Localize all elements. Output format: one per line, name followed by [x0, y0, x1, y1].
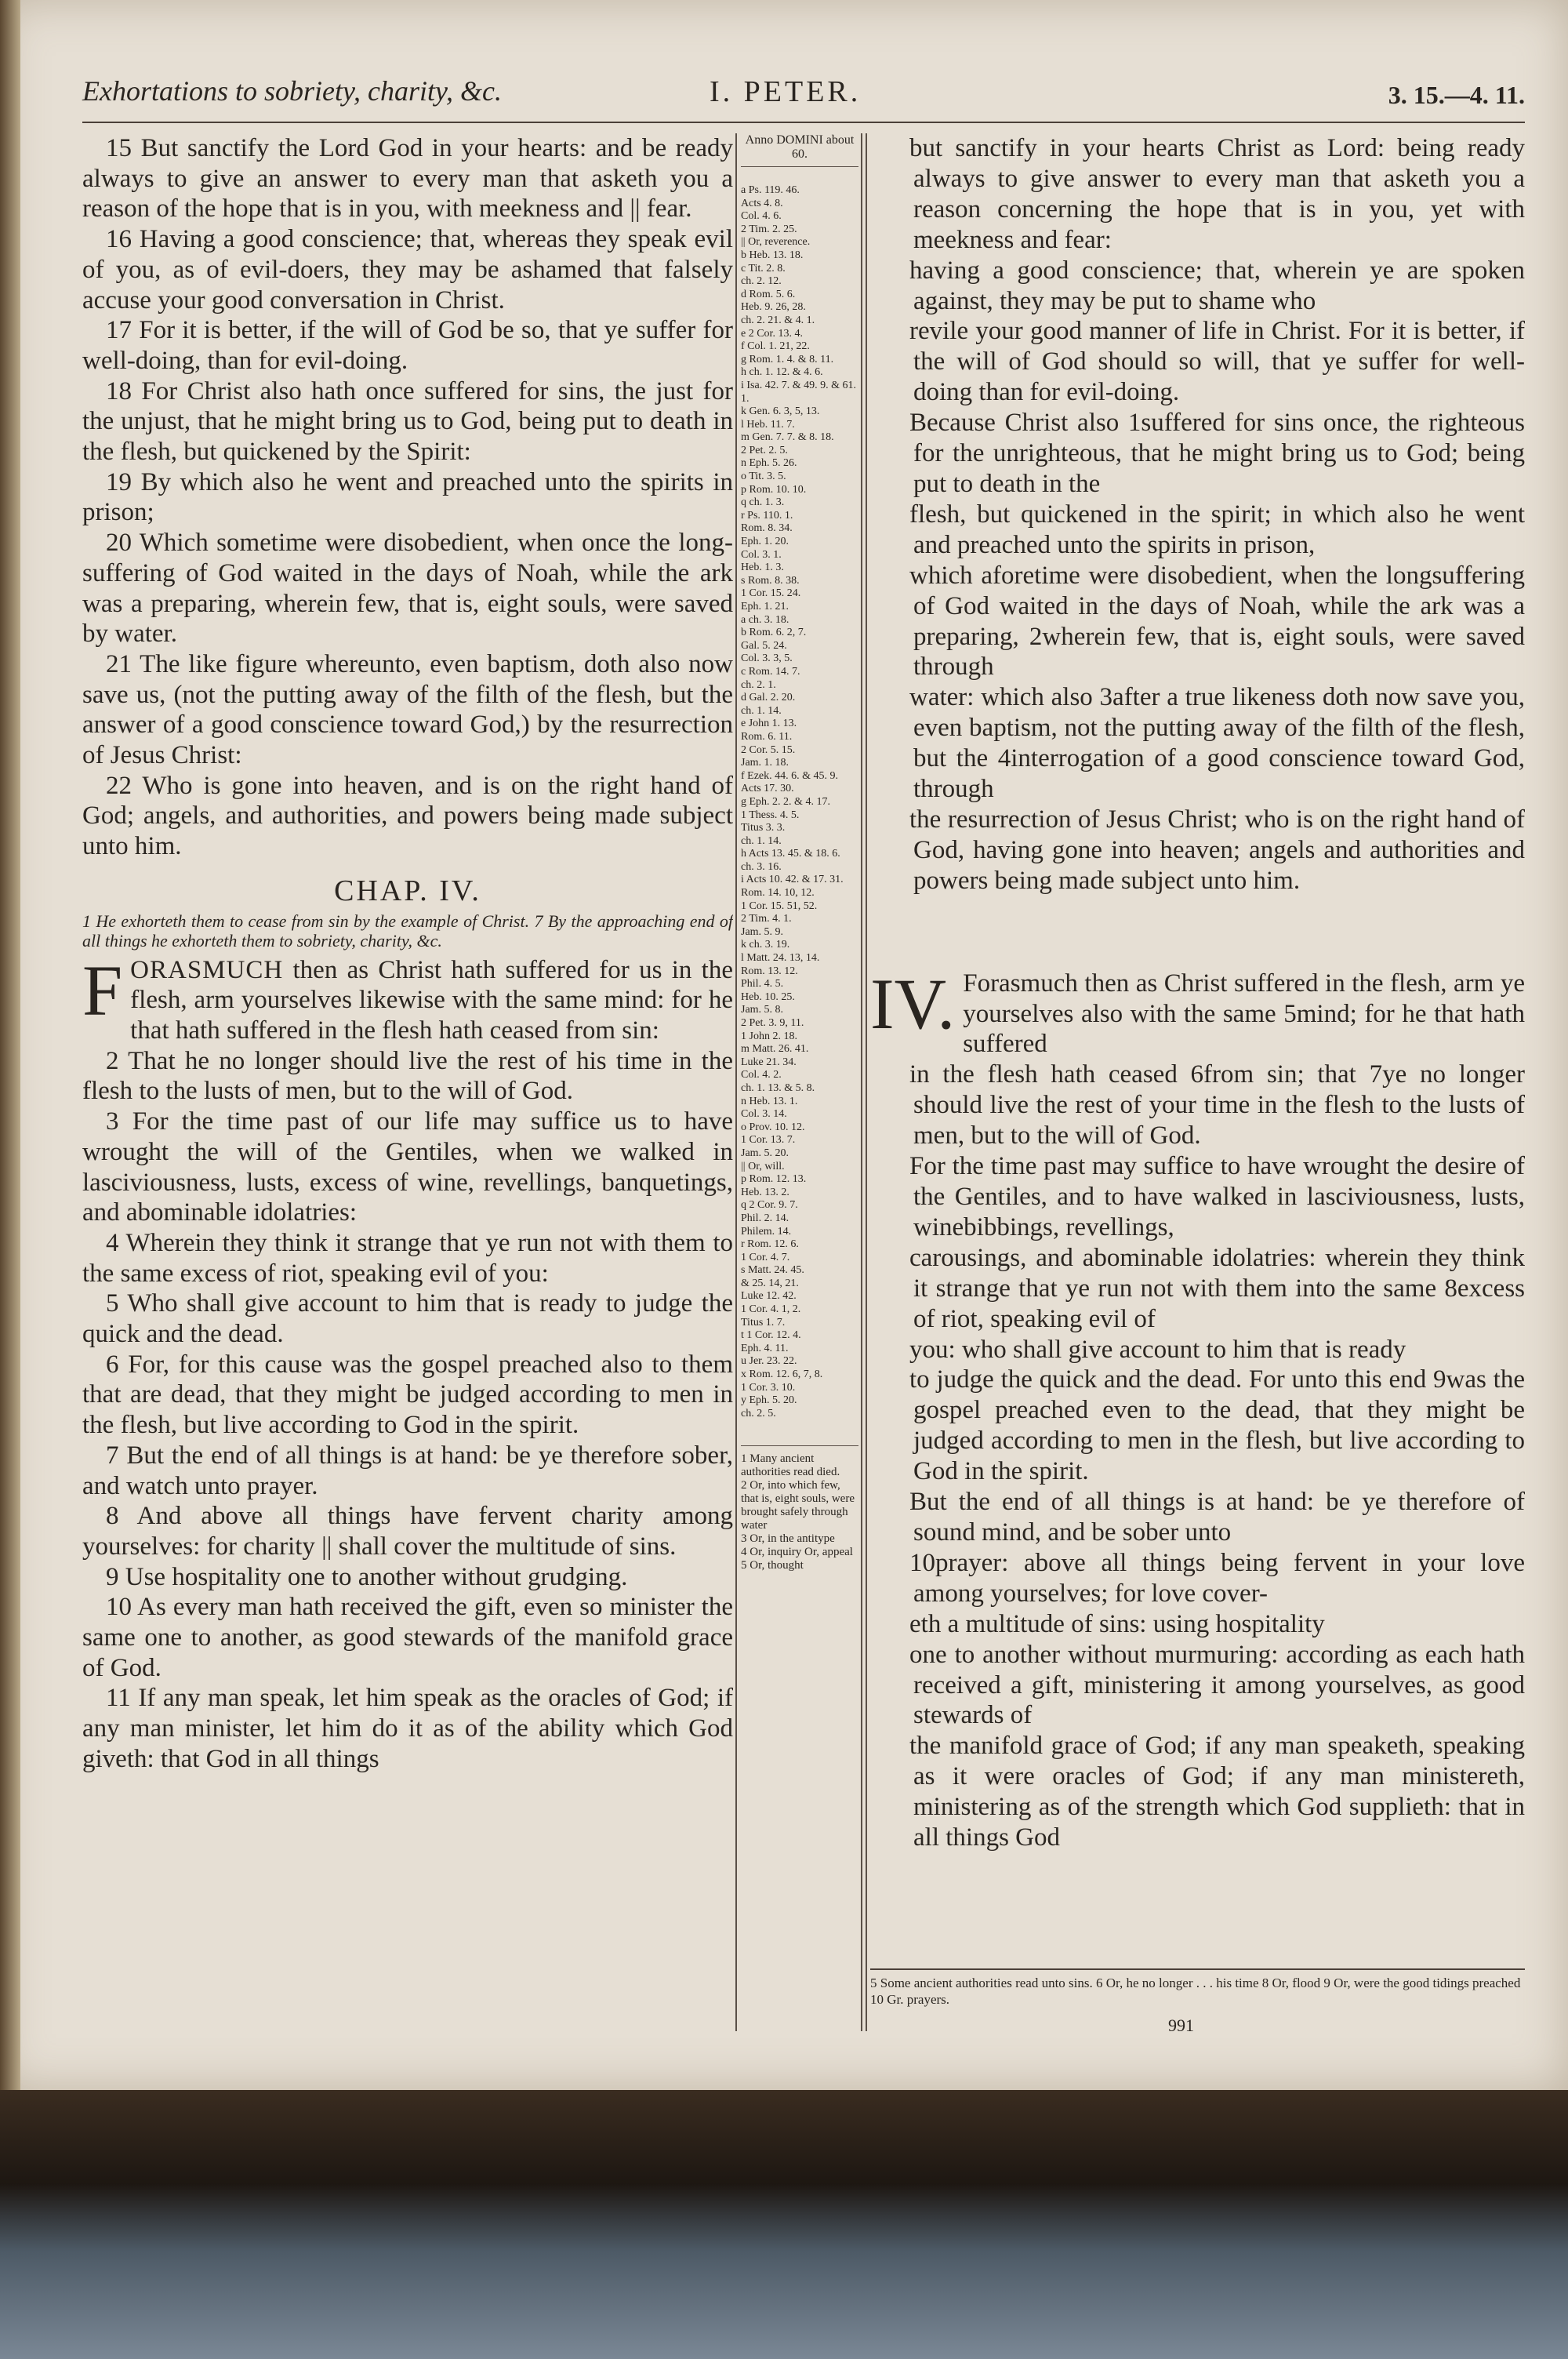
cross-reference: 2 Pet. 3. 9, 11. [741, 1017, 804, 1029]
rv-margin-note: 5 Or, thought [741, 1559, 804, 1572]
verse-number [870, 1243, 909, 1274]
rv-verse [870, 133, 1525, 256]
verse-text: For the time past may suffice to have wrought the desire of the Gentiles, and to have walked in lasciviousness, lusts, winebibbings, revellings, [909, 1152, 1525, 1241]
kjv-verse: 8 And above all things have fervent charity among yourselves: for charity || shall cover the multitude of sins. [82, 1502, 733, 1561]
rv-verse [870, 500, 1525, 561]
verse-number [870, 1060, 909, 1090]
cross-reference: Luke 12. 42. [741, 1290, 797, 1303]
cross-reference: Heb. 13. 2. [741, 1186, 789, 1198]
footnotes: 5 Some ancient authorities read unto sins. 6 Or, he no longer . . . his time 8 Or, flood 9 Or, were the good tidings preached 10 Gr. prayers. [870, 1968, 1525, 2008]
cross-reference: h Acts 13. 45. & 18. 6. [741, 848, 840, 860]
cross-reference: u Jer. 23. 22. [741, 1355, 797, 1368]
kjv-verse: 19 By which also he went and preached unto the spirits in prison; [82, 467, 733, 527]
cross-reference: l Matt. 24. 13, 14. [741, 952, 820, 965]
running-head-title: I. PETER. [710, 75, 862, 108]
cross-reference: 1 Cor. 15. 51, 52. [741, 900, 818, 912]
kjv-verse-1 [82, 950, 733, 1046]
cross-reference: 1 Cor. 4. 1, 2. [741, 1303, 801, 1316]
kjv-chapter-3-verses [82, 133, 733, 862]
cross-reference: n Eph. 5. 26. [741, 457, 797, 470]
rv-verse [870, 561, 1525, 683]
cross-reference: ch. 1. 13. & 5. 8. [741, 1081, 815, 1094]
verse-text: water: which also 3after a true likeness doth now save you, even baptism, not the putting away of the filth of the flesh, but the 4interrogation of a good conscience toward God, through [909, 683, 1525, 804]
cross-reference: c Rom. 14. 7. [741, 665, 800, 678]
cross-reference: s Matt. 24. 45. [741, 1264, 804, 1277]
kjv-verse: 6 For, for this cause was the gospel preached also to them that are dead, that they might be judged according to men in the flesh, but live according to God in the spirit. [82, 1350, 733, 1440]
cross-reference: Phil. 2. 14. [741, 1212, 789, 1224]
cross-reference: d Gal. 2. 20. [741, 692, 796, 704]
rv-verse [870, 1487, 1525, 1548]
cross-reference: a ch. 3. 18. [741, 613, 789, 626]
cross-reference: p Rom. 10. 10. [741, 483, 807, 496]
cross-reference: c Tit. 2. 8. [741, 262, 786, 274]
cross-reference: Rom. 14. 10, 12. [741, 887, 815, 900]
kjv-verse: 15 But sanctify the Lord God in your hearts: and be ready always to give an answer to every man that asketh you a reason of the hope that is in you, with meekness and || fear. [82, 134, 733, 224]
rv-verse [870, 1548, 1525, 1609]
cross-reference: d Rom. 5. 6. [741, 288, 796, 300]
kjv-chapter-4-verses [82, 1046, 733, 1775]
cross-reference: l Heb. 11. 7. [741, 418, 795, 431]
verse-number [870, 1609, 909, 1640]
rv-verse [870, 256, 1525, 317]
verse-text: flesh, but quickened in the spirit; in which also he went and preached unto the spirits in prison, [909, 500, 1525, 559]
cross-reference: ch. 2. 5. [741, 1407, 776, 1419]
header-rule [82, 122, 1525, 123]
rv-verse [870, 316, 1525, 408]
rv-margin-note: 2 Or, into which few, that is, eight souls, were brought safely through water [741, 1479, 855, 1532]
cross-reference: b Heb. 13. 18. [741, 249, 804, 261]
cross-reference: || Or, reverence. [741, 236, 811, 249]
cross-reference: k ch. 3. 19. [741, 939, 790, 951]
cross-reference: ch. 1. 14. [741, 704, 782, 717]
verse-number [870, 1731, 909, 1761]
verse-number [870, 1151, 909, 1182]
cross-reference: a Ps. 119. 46. [741, 184, 800, 196]
cross-reference: Rom. 8. 34. [741, 522, 793, 535]
verse-text: which aforetime were disobedient, when the longsuffering of God waited in the days of Noah, while the ark was a preparing, 2wherein few, that is, eight souls, were saved through [909, 561, 1525, 682]
rv-verse [870, 1640, 1525, 1732]
cross-reference: 1 Cor. 4. 7. [741, 1251, 790, 1263]
verse-text: revile your good manner of life in Christ. For it is better, if the will of God should so will, that ye suffer for well-doing than for evil-doing. [909, 317, 1525, 407]
verse-text: to judge the quick and the dead. For unto this end 9was the gospel preached even to the dead, that they might be judged according to men in the flesh, but live according to God in the spirit. [909, 1365, 1525, 1486]
kjv-verse: 4 Wherein they think it strange that ye run not with them to the same excess of riot, speaking evil of you: [82, 1228, 733, 1288]
kjv-chapter-heading: CHAP. IV. [334, 874, 481, 907]
kjv-verse-1-text: then as Christ hath suffered for us in the flesh, arm yourselves likewise with the same mind: for he that hath suffered in the flesh hath ceased from sin: [130, 955, 733, 1045]
cross-reference: t 1 Cor. 12. 4. [741, 1329, 801, 1342]
verse-number [870, 133, 909, 164]
cross-reference: ch. 2. 1. [741, 678, 776, 691]
rv-column [870, 133, 1525, 1961]
cross-reference: e John 1. 13. [741, 718, 797, 730]
cross-reference: Phil. 4. 5. [741, 978, 784, 990]
cross-reference: 1 Cor. 13. 7. [741, 1134, 796, 1147]
kjv-verse: 21 The like figure whereunto, even baptism, doth also now save us, (not the putting away of the filth of the flesh, but the answer of a good conscience toward God,) by the resurrection of Jesus Christ: [82, 649, 733, 770]
cross-reference: Titus 3. 3. [741, 822, 786, 834]
cross-reference: Luke 21. 34. [741, 1056, 797, 1068]
rv-verse [870, 682, 1525, 805]
cross-reference: Heb. 9. 26, 28. [741, 301, 806, 314]
kjv-verse: 2 That he no longer should live the rest of his time in the flesh to the lusts of men, but to the will of God. [82, 1046, 733, 1106]
kjv-verse: 17 For it is better, if the will of God be so, that ye suffer for well-doing, than for evil-doing. [82, 316, 733, 375]
cross-reference: k Gen. 6. 3, 5, 13. [741, 405, 820, 418]
cross-reference: & 25. 14, 21. [741, 1277, 799, 1289]
cross-reference: Eph. 4. 11. [741, 1342, 789, 1354]
kjv-verse: 22 Who is gone into heaven, and is on the right hand of God; angels, and authorities, and powers being made subject unto him. [82, 771, 733, 861]
cross-reference: ch. 2. 21. & 4. 1. [741, 314, 815, 326]
verse-text: you: who shall give account to him that is ready [909, 1335, 1406, 1364]
anno-domini: Anno DOMINI about 60. [741, 133, 858, 167]
cross-reference: Rom. 13. 12. [741, 965, 798, 977]
kjv-verse: 16 Having a good conscience; that, whereas they speak evil of you, as of evil-doers, they may be ashamed that falsely accuse your good conversation in Christ. [82, 225, 733, 314]
cross-reference: Acts 4. 8. [741, 197, 783, 209]
cross-reference: p Rom. 12. 13. [741, 1173, 807, 1186]
cross-reference: g Rom. 1. 4. & 8. 11. [741, 353, 834, 365]
cross-reference: Titus 1. 7. [741, 1316, 786, 1329]
cross-reference: Col. 3. 3, 5. [741, 652, 793, 665]
verse-number [870, 316, 909, 347]
cross-reference: m Matt. 26. 41. [741, 1043, 809, 1056]
cross-reference: 2 Tim. 2. 25. [741, 223, 797, 235]
rv-verse [870, 1060, 1525, 1151]
cross-reference: g Eph. 2. 2. & 4. 17. [741, 795, 830, 808]
cross-reference: Gal. 5. 24. [741, 639, 787, 652]
verse-number [870, 1640, 909, 1670]
cross-reference: || Or, will. [741, 1160, 785, 1172]
cross-reference: Col. 4. 6. [741, 210, 782, 223]
rv-verse [870, 1609, 1525, 1640]
cross-reference: Rom. 6. 11. [741, 730, 793, 743]
cross-reference: Jam. 5. 8. [741, 1004, 784, 1016]
cross-references [741, 184, 858, 1420]
cross-reference: ch. 1. 14. [741, 834, 782, 847]
cross-reference: 2 Pet. 2. 5. [741, 444, 788, 456]
verse-number [870, 408, 909, 438]
cross-reference: x Rom. 12. 6, 7, 8. [741, 1369, 823, 1381]
cross-reference: Acts 17. 30. [741, 783, 794, 795]
cross-reference: 1 Cor. 15. 24. [741, 587, 801, 600]
cross-reference: 1 Thess. 4. 5. [741, 809, 800, 821]
cross-reference: Eph. 1. 20. [741, 536, 789, 548]
cross-reference: i Acts 10. 42. & 17. 31. [741, 874, 844, 886]
rv-verse [870, 1365, 1525, 1487]
verse-text: carousings, and abominable idolatries: wherein they think it strange that ye run not with them into the same 8excess of riot, speaking evil of [909, 1243, 1525, 1333]
rv-verse-1-text: Forasmuch then as Christ suffered in the flesh, arm ye yourselves also with the same 5mind; for he that hath suffered [963, 969, 1525, 1059]
cross-reference: n Heb. 13. 1. [741, 1095, 798, 1107]
running-head [82, 75, 1525, 122]
rv-margin-note: 3 Or, in the antitype [741, 1532, 835, 1546]
verse-text: But the end of all things is at hand: be ye therefore of sound mind, and be sober unto [909, 1488, 1525, 1547]
column-rule-left [735, 133, 737, 2031]
cross-reference: Heb. 1. 3. [741, 562, 784, 574]
cross-reference: Jam. 5. 20. [741, 1147, 789, 1159]
cross-reference: Jam. 1. 18. [741, 757, 789, 769]
column-rule-right [866, 133, 867, 2031]
cross-reference: ch. 2. 12. [741, 275, 782, 288]
cross-reference: 2 Cor. 5. 15. [741, 743, 796, 756]
rv-chapter-3-verses [870, 133, 1525, 896]
cross-reference: q ch. 1. 3. [741, 496, 785, 509]
drop-cap: F [82, 950, 123, 1030]
cross-reference: Col. 3. 1. [741, 548, 782, 561]
kjv-verse: 9 Use hospitality one to another without grudging. [106, 1562, 628, 1591]
rv-margin-note: 1 Many ancient authorities read died. [741, 1452, 840, 1479]
cross-reference: e 2 Cor. 13. 4. [741, 327, 803, 340]
rv-chapter-4-verses [870, 1060, 1525, 1853]
cross-reference: s Rom. 8. 38. [741, 574, 800, 587]
cross-reference: o Tit. 3. 5. [741, 471, 786, 483]
book-binding [0, 2090, 1568, 2359]
kjv-verse: 5 Who shall give account to him that is ready to judge the quick and the dead. [82, 1289, 733, 1349]
column-rule-mid [861, 133, 862, 2031]
verse-number [870, 682, 909, 713]
rv-margin-notes [741, 1445, 858, 1572]
rv-verse [870, 1243, 1525, 1335]
verse-text: the manifold grace of God; if any man speaketh, speaking as it were oracles of God; if any man ministereth, ministering as of the strength which God supplieth: that in all things God [909, 1732, 1525, 1852]
kjv-verse: 10 As every man hath received the gift, even so minister the same one to another, as good stewards of the manifold grace of God. [82, 1593, 733, 1682]
page-edge [0, 0, 20, 2090]
verse-number [870, 561, 909, 591]
rv-verse-1 [870, 963, 1525, 1060]
cross-reference: r Ps. 110. 1. [741, 509, 793, 522]
cross-reference: b Rom. 6. 2, 7. [741, 627, 807, 639]
verse-text: one to another without murmuring: according as each hath received a gift, ministering it among yourselves, as good stewards of [909, 1640, 1525, 1730]
cross-reference: Col. 4. 2. [741, 1069, 782, 1081]
rv-margin-note: 4 Or, inquiry Or, appeal [741, 1546, 853, 1559]
kjv-verse: 20 Which sometime were disobedient, when once the long-suffering of God waited in the days of Noah, while the ark was a preparing, wherein few, that is, eight souls, were saved by water. [82, 529, 733, 649]
rv-verse [870, 1151, 1525, 1243]
running-head-reference: 3. 15.—4. 11. [1388, 81, 1525, 109]
cross-reference: 1 Cor. 3. 10. [741, 1381, 796, 1394]
cross-reference: o Prov. 10. 12. [741, 1121, 805, 1133]
cross-reference: q 2 Cor. 9. 7. [741, 1199, 798, 1212]
kjv-verse: 18 For Christ also hath once suffered for sins, the just for the unjust, that he might bring us to God, being put to death in the flesh, but quickened by the Spirit: [82, 376, 733, 467]
verse-number [870, 1548, 909, 1579]
running-head-left: Exhortations to sobriety, charity, &c. [82, 75, 502, 107]
kjv-verse: 11 If any man speak, let him speak as the oracles of God; if any man minister, let him do it as of the ability which God giveth: that God in all things [82, 1684, 733, 1773]
cross-reference: m Gen. 7. 7. & 8. 18. [741, 431, 834, 444]
kjv-column [82, 133, 733, 2016]
cross-reference: Jam. 5. 9. [741, 925, 784, 938]
cross-reference: 1 John 2. 18. [741, 1030, 797, 1042]
cross-reference: r Rom. 12. 6. [741, 1238, 799, 1251]
rv-chapter-4 [870, 963, 1525, 1853]
verse-number [870, 500, 909, 530]
cross-reference: Eph. 1. 21. [741, 601, 789, 612]
verse-text: Because Christ also 1suffered for sins once, the righteous for the unrighteous, that he might bring us to God; being put to death in the [909, 409, 1525, 498]
rv-verse [870, 408, 1525, 500]
kjv-verse: 3 For the time past of our life may suffice us to have wrought the will of the Gentiles, when we walked in lasciviousness, lusts, excess of wine, revellings, banquetings, and abominable idolatries: [82, 1107, 733, 1227]
cross-reference: y Eph. 5. 20. [741, 1394, 797, 1407]
cross-reference: i Isa. 42. 7. & 49. 9. & 61. 1. [741, 379, 856, 405]
verse-text: but sanctify in your hearts Christ as Lord: being ready always to give answer to every man that asketh you a reason concerning the hope that is in you, yet with meekness and fear: [909, 134, 1525, 254]
cross-reference: f Col. 1. 21, 22. [741, 340, 810, 353]
cross-reference: Philem. 14. [741, 1225, 792, 1238]
verse-number [870, 1487, 909, 1518]
kjv-verse: 7 But the end of all things is at hand: be ye therefore sober, and watch unto prayer. [82, 1441, 733, 1500]
first-word: ORASMUCH [130, 955, 284, 984]
verse-text: having a good conscience; that, wherein ye are spoken against, they may be put to shame who [909, 256, 1525, 315]
cross-reference: Col. 3. 14. [741, 1108, 787, 1121]
rv-verse [870, 1731, 1525, 1853]
cross-reference: h ch. 1. 12. & 4. 6. [741, 366, 823, 379]
verse-number [870, 1335, 909, 1365]
verse-text: in the flesh hath ceased 6from sin; that 7ye no longer should live the rest of your time in the flesh to the lusts of men, but to the will of God. [909, 1060, 1525, 1150]
verse-number [870, 256, 909, 286]
page-number: 991 [1168, 2016, 1194, 2035]
rv-verse [870, 1335, 1525, 1365]
rv-verse [870, 805, 1525, 896]
verse-number [870, 805, 909, 835]
kjv-chapter-summary: 1 He exhorteth them to cease from sin by the example of Christ. 7 By the approaching end of all things he exhorteth them to sobriety, charity, &c. [82, 911, 733, 951]
verse-text: the resurrection of Jesus Christ; who is on the right hand of God, having gone into heaven; angels and authorities and powers being made subject unto him. [909, 805, 1525, 895]
verse-text: 10prayer: above all things being fervent in your love among yourselves; for love cover- [909, 1548, 1525, 1608]
cross-reference: ch. 3. 16. [741, 860, 782, 873]
verse-text: eth a multitude of sins: using hospitality [909, 1609, 1325, 1638]
cross-reference: 2 Tim. 4. 1. [741, 913, 792, 925]
verse-number [870, 1365, 909, 1395]
cross-reference: Heb. 10. 25. [741, 990, 795, 1003]
chapter-numeral: IV. [870, 963, 956, 1044]
cross-reference: f Ezek. 44. 6. & 45. 9. [741, 769, 839, 782]
margin-column [741, 133, 858, 2031]
